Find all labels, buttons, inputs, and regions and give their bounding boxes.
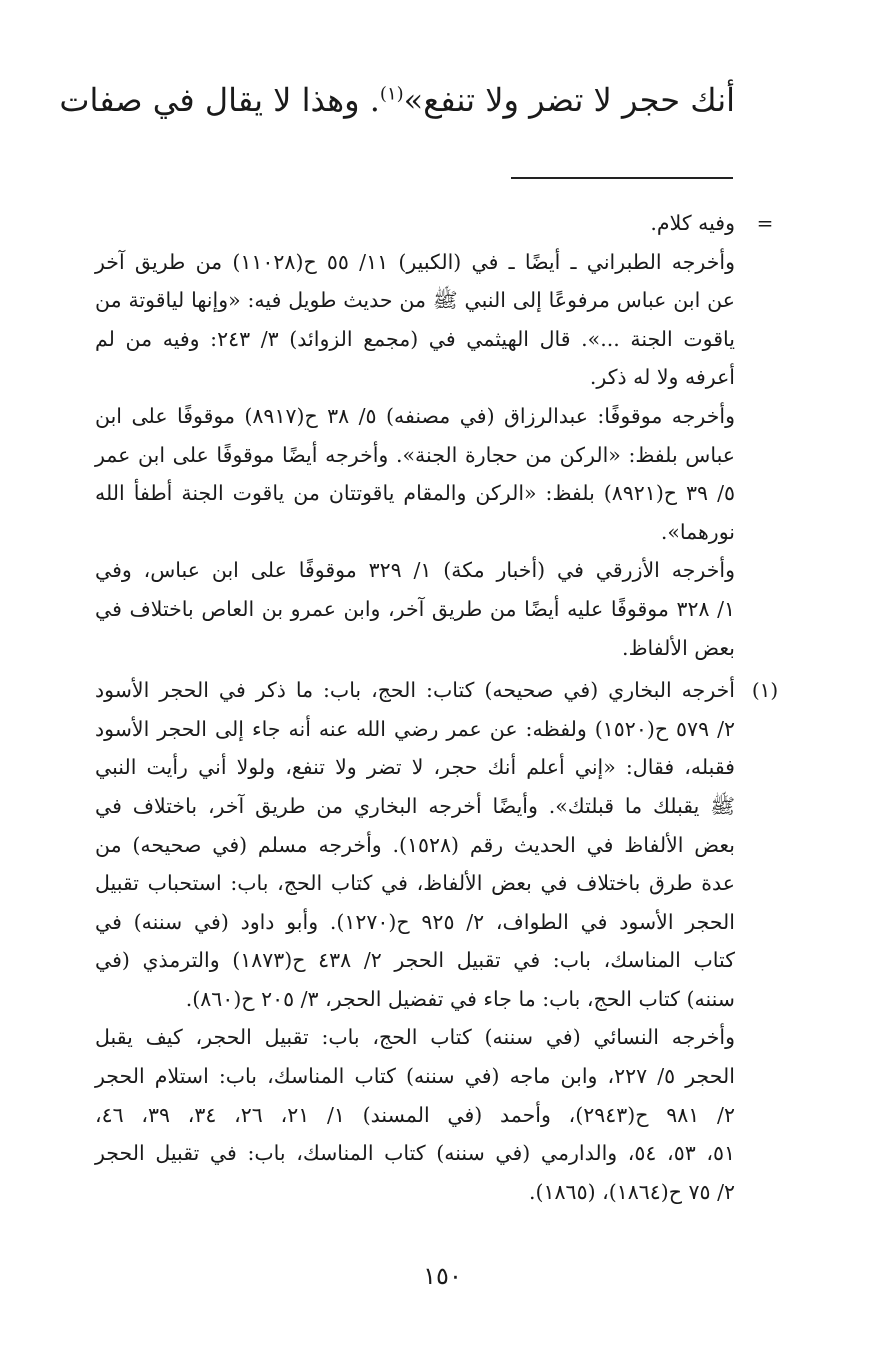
main-text-after-ref: . وهذا لا يقال في صفات — [59, 81, 380, 119]
continuation-line: ١/ ٣٢٨ موقوفًا عليه أيضًا من طريق آخر، وابن عمرو بن العاص باختلاف في — [95, 596, 735, 621]
continuation-marker: = — [756, 211, 774, 235]
footnote-line: ٢/ ٥٧٩ ح(١٥٢٠) ولفظه: عن عمر رضي الله عنه أنه جاء إلى الحجر الأسود — [95, 716, 735, 741]
page-number: ١٥٠ — [423, 1262, 462, 1290]
continuation-line: نورهما». — [660, 519, 735, 544]
continuation-line: ٥/ ٣٩ ح(٨٩٢١) بلفظ: «الركن والمقام ياقوتتان من ياقوت الجنة أطفأ الله — [95, 481, 735, 506]
footnote-line: وأخرجه النسائي (في سننه) كتاب الحج، باب: تقبيل الحجر، كيف يقبل — [95, 1025, 735, 1050]
footnote-line: ٢/ ٧٥ ح(١٨٦٤)، (١٨٦٥). — [529, 1179, 735, 1204]
footnote-line: فقبله، فقال: «إني أعلم أنك حجر، لا تضر ولا تنفع، ولولا أني رأيت النبي — [95, 755, 735, 780]
footnote-line: أخرجه البخاري (في صحيحه) كتاب: الحج، باب: ما ذكر في الحجر الأسود — [95, 678, 735, 703]
continuation-line: أعرفه ولا له ذكر. — [589, 365, 735, 390]
continuation-line: وأخرجه الطبراني ـ أيضًا ـ في (الكبير) ١١/ ٥٥ ح(١١٠٢٨) من طريق آخر — [95, 249, 735, 274]
footnote-separator — [511, 177, 733, 179]
footnote-line: ٢/ ٩٨١ ح(٢٩٤٣)، وأحمد (في المسند) ١/ ٢١، ٢٦، ٣٤، ٣٩، ٤٦، — [95, 1102, 735, 1127]
main-text-line — [60, 70, 735, 130]
continuation-note — [95, 204, 774, 667]
main-text-before-ref: أنك حجر لا تضر ولا تنفع» — [403, 81, 735, 119]
footnote-line: بعض الألفاظ في الحديث رقم (١٥٢٨). وأخرجه مسلم (في صحيحه) من — [95, 832, 735, 857]
footnote-line: كتاب المناسك، باب: في تقبيل الحجر ٢/ ٤٣٨ ح(١٨٧٣) والترمذي (في — [95, 948, 735, 973]
footnote-1 — [95, 671, 779, 1211]
footnote-line: الحجر ٥/ ٢٢٧، وابن ماجه (في سننه) كتاب المناسك، باب: استلام الحجر — [95, 1064, 735, 1089]
footnote-line: ﷺ يقبلك ما قبلتك». وأيضًا أخرجه البخاري من طريق آخر، باختلاف في — [95, 793, 735, 818]
footnotes-area — [95, 204, 779, 1211]
footnote-line: عدة طرق باختلاف في بعض الألفاظ، في كتاب الحج، باب: استحباب تقبيل — [95, 871, 735, 896]
footnote-line: الحجر الأسود في الطواف، ٢/ ٩٢٥ ح(١٢٧٠). وأبو داود (في سننه) في — [95, 909, 735, 934]
continuation-line: وفيه كلام. — [650, 211, 735, 235]
continuation-line: وأخرجه موقوفًا: عبدالرزاق (في مصنفه) ٥/ ٣٨ ح(٨٩١٧) موقوفًا على ابن — [95, 403, 735, 428]
continuation-line: وأخرجه الأزرقي في (أخبار مكة) ١/ ٣٢٩ موقوفًا على ابن عباس، وفي — [95, 558, 735, 583]
continuation-line: ياقوت الجنة ...». قال الهيثمي في (مجمع الزوائد) ٣/ ٢٤٣: وفيه من لم — [95, 326, 735, 351]
footnote-line: سننه) كتاب الحج، باب: ما جاء في تفضيل الحجر، ٣/ ٢٠٥ ح(٨٦٠). — [185, 986, 735, 1011]
footnote-marker: (١) — [751, 678, 779, 703]
footnote-line: ٥١، ٥٣، ٥٤، والدارمي (في سننه) كتاب المناسك، باب: في تقبيل الحجر — [95, 1141, 735, 1166]
continuation-line: بعض الألفاظ. — [622, 635, 735, 660]
continuation-line: عباس بلفظ: «الركن من حجارة الجنة». وأخرجه أيضًا موقوفًا على ابن عمر — [95, 442, 735, 467]
continuation-line: عن ابن عباس مرفوعًا إلى النبي ﷺ من حديث طويل فيه: «وإنها لياقوتة من — [95, 288, 735, 313]
footnote-ref-marker[interactable]: (١) — [379, 83, 404, 105]
